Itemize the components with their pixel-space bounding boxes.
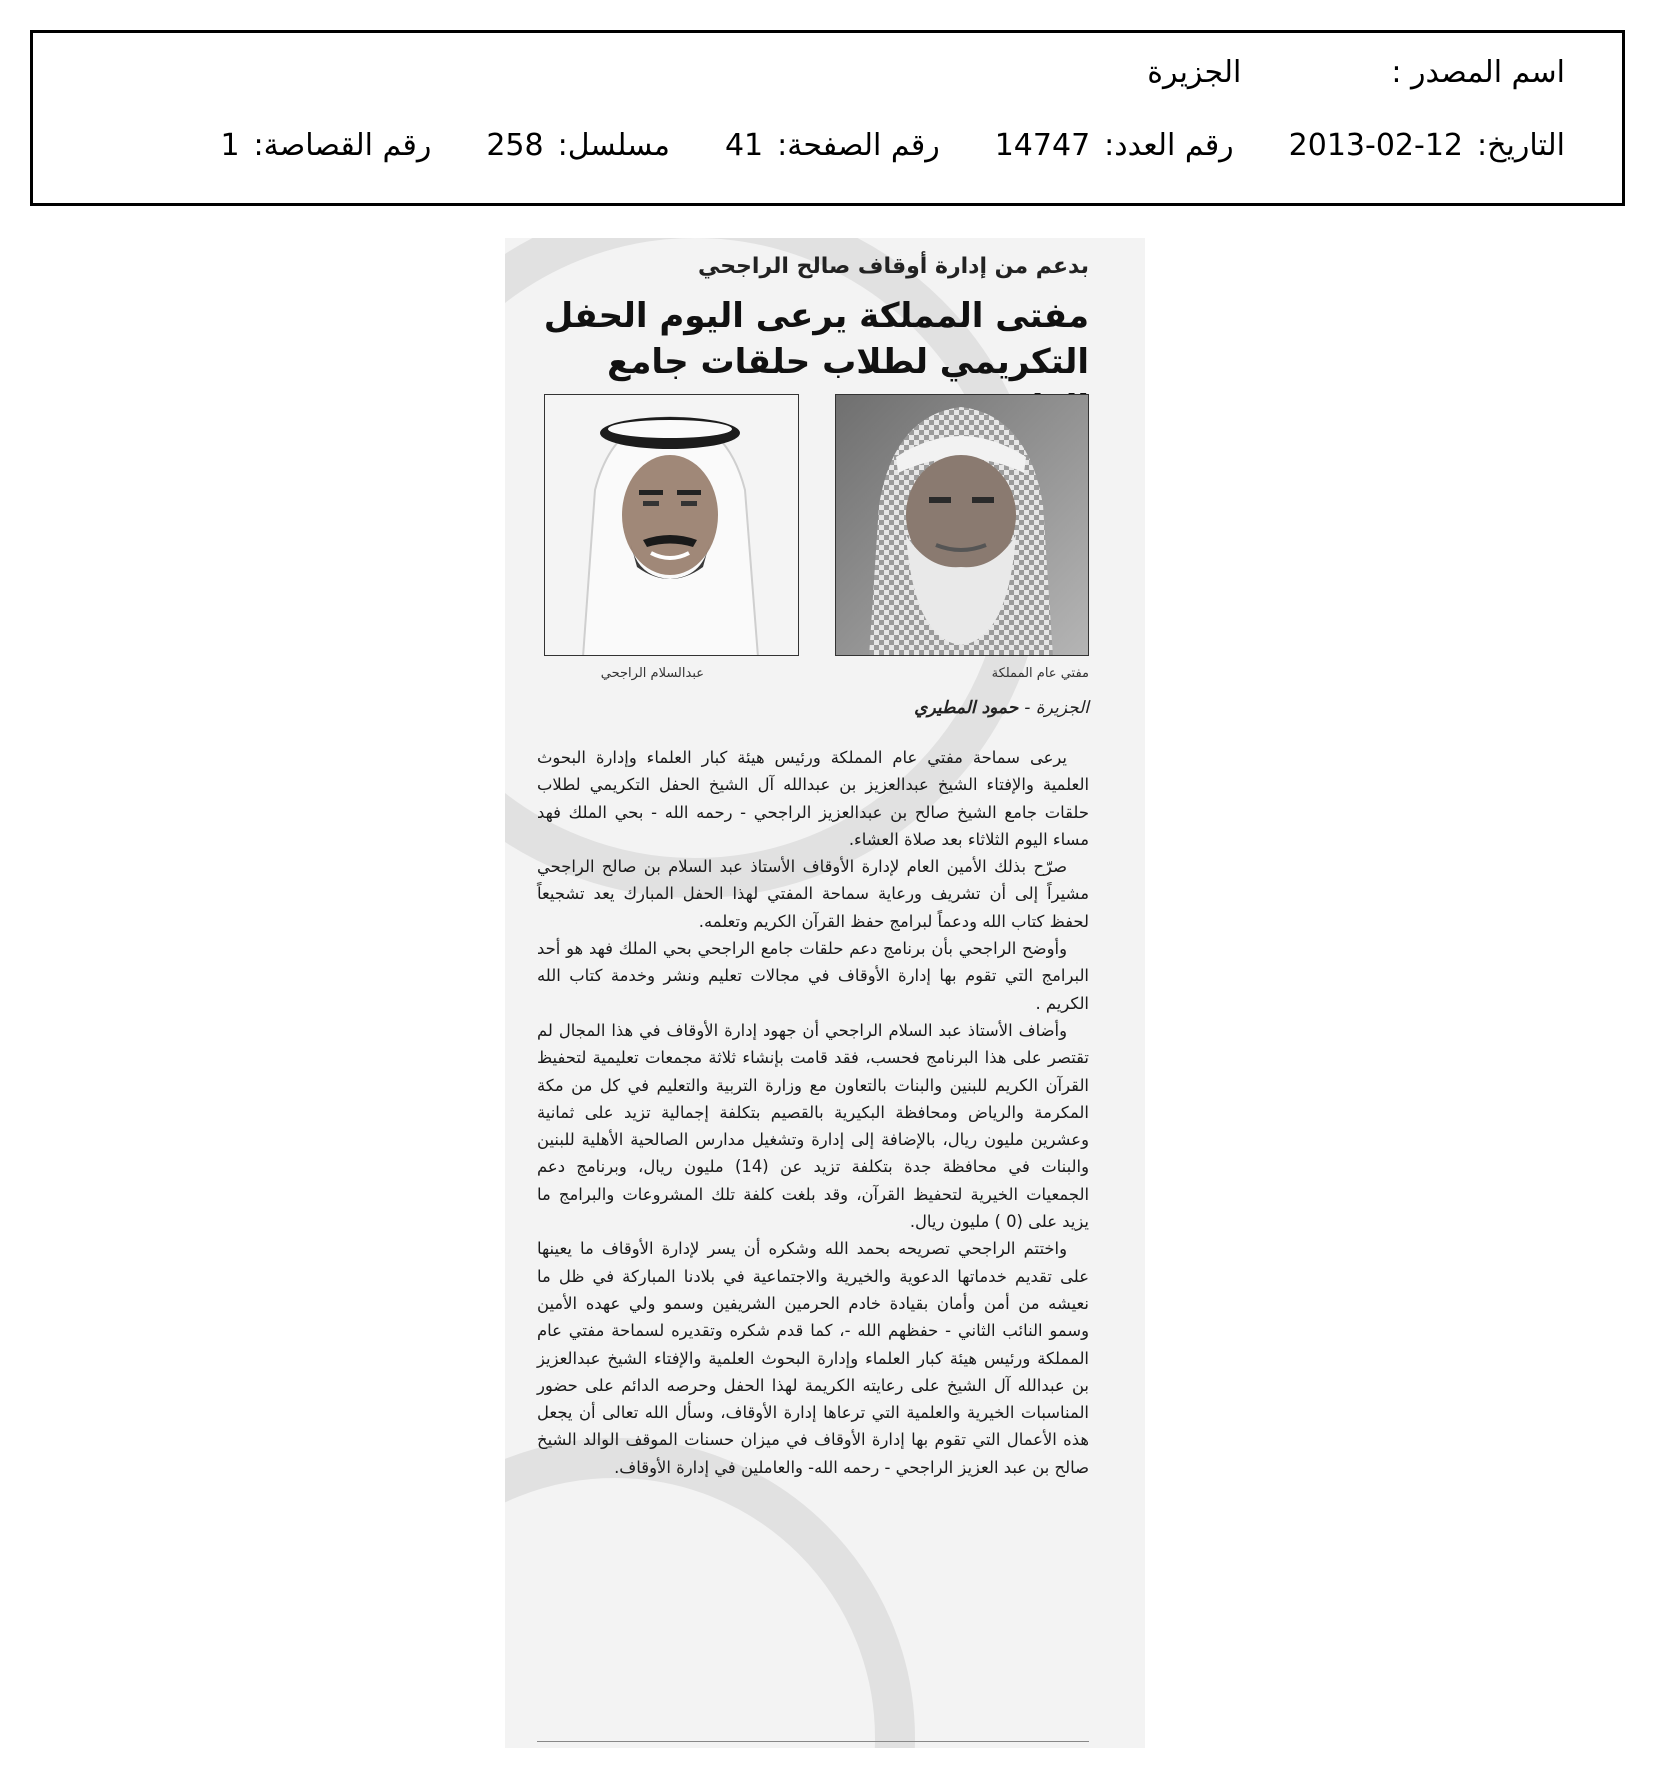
mufti-photo-caption: مفتي عام المملكة <box>991 666 1089 681</box>
metadata-row-source <box>1147 55 1565 90</box>
mufti-photo <box>835 394 1089 656</box>
date-field <box>1289 128 1565 163</box>
byline-author: حمود المطيري <box>914 698 1019 718</box>
article-paragraph: واختتم الراجحي تصريحه بحمد الله وشكره أن يسر لإدارة الأوقاف ما يعينها على تقديم خدماتها الدعوية والخيرية والاجتماعية في بلادنا المباركة في ظل ما نعيشه من أمن وأمان بقيادة خادم الحرمين الشريفين وسمو ولي عهده الأمين وسمو النائب الثاني - حفظهم الله -، كما قدم شكره وتقديره لسماحة مفتي عام المملكة ورئيس هيئة كبار العلماء وإدارة البحوث العلمية والإفتاء الشيخ عبدالعزيز بن عبدالله آل الشيخ على رعايته الكريمة لهذا الحفل وحرصه الدائم على حضور المناسبات الخيرية والعلمية التي ترعاها إدارة الأوقاف، وسأل الله تعالى أن يجعل هذه الأعمال التي تقوم بها إدارة الأوقاف في ميزان حسنات الموقف الوالد الشيخ صالح بن عبد العزيز الراجحي - رحمه الله- والعاملين في إدارة الأوقاف. <box>537 1239 1089 1477</box>
issue-value: 14747 <box>994 128 1091 163</box>
page-field <box>725 128 940 163</box>
page-label: رقم الصفحة: <box>777 128 940 163</box>
issue-label: رقم العدد: <box>1104 128 1234 163</box>
newspaper-clipping <box>505 238 1145 1748</box>
source-label: اسم المصدر : <box>1391 55 1565 90</box>
metadata-row-details <box>220 128 1565 163</box>
article-kicker: بدعم من إدارة أوقاف صالح الراجحي <box>697 254 1089 279</box>
date-label: التاريخ: <box>1477 128 1565 163</box>
abdulsalam-photo-caption: عبدالسلام الراجحي <box>600 666 704 681</box>
article-paragraph: وأضاف الأستاذ عبد السلام الراجحي أن جهود إدارة الأوقاف في هذا المجال لم تقتصر على هذا البرنامج فحسب، فقد قامت بإنشاء ثلاثة مجمعات تعليمية لتحفيظ القرآن الكريم للبنين والبنات بالتعاون مع وزارة التربية والتعليم في كل من مكة المكرمة والرياض ومحافظة البكيرية بالقصيم بتكلفة إجمالية تزيد على ثمانية وعشرين مليون ريال، بالإضافة إلى إدارة وتشغيل مدارس الصالحية الأهلية للبنين والبنات في محافظة جدة بتكلفة تزيد عن (14) مليون ريال، وبرنامج دعم الجمعيات الخيرية لتحفيظ القرآن، وقد بلغت كلفة تلك المشروعات والبرامج ما يزيد على (0 ) مليون ريال. <box>537 1020 1089 1232</box>
date-value: 2013-02-12 <box>1288 128 1464 163</box>
watermark-seal <box>505 1438 915 1748</box>
clipping-bottom-rule <box>537 1741 1089 1742</box>
source-field <box>1391 55 1565 90</box>
serial-field <box>486 128 670 163</box>
serial-label: مسلسل: <box>557 128 670 163</box>
serial-value: 258 <box>486 128 544 163</box>
page-value: 41 <box>724 128 764 163</box>
article-paragraph: وأوضح الراجحي بأن برنامج دعم حلقات جامع الراجحي بحي الملك فهد هو أحد البرامج التي تقوم بها إدارة الأوقاف في مجالات تعليم ونشر وخدمة كتاب الله الكريم . <box>537 939 1089 1013</box>
article-body <box>537 744 1089 1481</box>
byline-newspaper: الجزيرة - <box>1024 698 1089 718</box>
source-value-field <box>1147 55 1241 90</box>
abdulsalam-portrait-image <box>544 395 798 656</box>
abdulsalam-photo <box>544 394 799 656</box>
clipping-metadata-box <box>30 30 1625 206</box>
article-byline <box>914 698 1089 718</box>
article-headline: مفتى المملكة يرعى اليوم الحفل التكريمي لطلاب حلقات جامع <box>543 296 1089 382</box>
article-paragraph: صرّح بذلك الأمين العام لإدارة الأوقاف الأستاذ عبد السلام بن صالح الراجحي مشيراً إلى أن تشريف ورعاية سماحة المفتي لهذا الحفل المبارك يعد تشجيعاً لحفظ كتاب الله ودعماً لبرامج حفظ القرآن الكريم وتعلمه. <box>537 857 1089 931</box>
mufti-portrait-image <box>835 395 1088 656</box>
source-value: الجزيرة <box>1147 55 1242 90</box>
clip-number-value: 1 <box>220 128 240 163</box>
issue-field <box>995 128 1234 163</box>
article-paragraph: يرعى سماحة مفتي عام المملكة ورئيس هيئة كبار العلماء وإدارة البحوث العلمية والإفتاء الشيخ عبدالعزيز بن عبدالله آل الشيخ الحفل التكريمي لطلاب حلقات جامع الشيخ صالح بن عبدالعزيز الراجحي - رحمه الله - بحي الملك فهد مساء اليوم الثلاثاء بعد صلاة العشاء. <box>537 748 1089 849</box>
clip-number-label: رقم القصاصة: <box>253 128 432 163</box>
clip-number-field <box>220 128 431 163</box>
